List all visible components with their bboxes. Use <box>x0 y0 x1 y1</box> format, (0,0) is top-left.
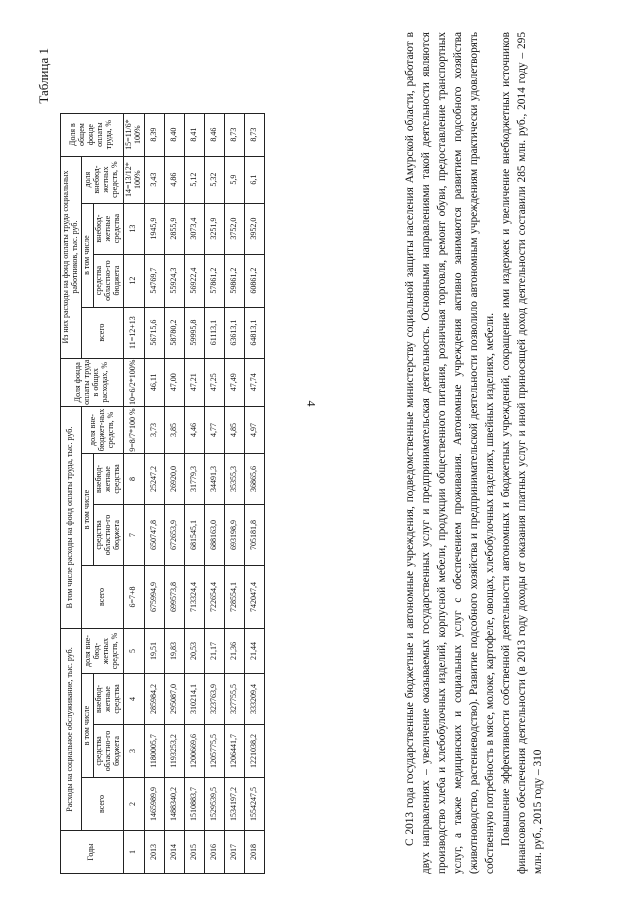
table-cell: 54769,7 <box>144 254 164 307</box>
table-cell: 3952,0 <box>244 203 264 254</box>
table-cell: 6=7+8 <box>123 566 144 629</box>
table-cell: 4,46 <box>184 407 204 454</box>
header-extra-share: доля внебюд-жетных средств, % <box>81 156 123 203</box>
table-row <box>184 113 204 873</box>
paragraph: С 2013 года государственные бюджетные и автономные учреждения, подведомственные министерству социальной защиты населения Амурской области, работают в двух направлениях – увеличение оказываемых государственных услуг и предпринимательская деятельность. Основными направлениями такой деятельности являются производство хлеба и хлебобулочных изделий, корпусной мебели, продукции общественного питания, розничная торговля, ремонт обуви, предоставление транспортных услуг, а также медицинских и социальных услуг с обеспечением проживания. Автономные учреждения активно занимаются развитием подсобного хозяйства (животноводство, растениеводство). Развитие подсобного хозяйства и предпринимательской деятельности позволило автономным учреждениям практически удовлетворять собственную потребность в мясе, молоке, картофеле, овощах, хлебобулочных изделиях, швейных изделиях, мебели. <box>404 32 496 874</box>
header-extra: внебюд-жетные средства <box>93 203 123 254</box>
table-cell: 4,97 <box>244 407 264 454</box>
rotated-page-content <box>30 28 590 888</box>
table-cell: 8,41 <box>184 113 204 156</box>
table-cell: 310214,1 <box>184 674 204 725</box>
table-cell: 47,00 <box>164 358 184 406</box>
table-cell: 705181,8 <box>244 505 264 566</box>
table-cell: 55924,3 <box>164 254 184 307</box>
header-regional: средства областно-го бюджета <box>93 254 123 307</box>
table-cell: 2015 <box>184 831 204 874</box>
table-cell: 1488340,2 <box>164 778 184 831</box>
table-cell: 20,53 <box>184 629 204 674</box>
table-cell: 63613,1 <box>224 307 244 358</box>
header-incl: в том числе <box>81 203 93 307</box>
table-cell: 285984,2 <box>144 674 164 725</box>
table-cell: 1180005,7 <box>144 725 164 778</box>
header-extra: внебюд-жетные средства <box>93 454 123 505</box>
table-cell: 11=12+13 <box>123 307 144 358</box>
table-cell: 713324,4 <box>184 566 204 629</box>
table-cell: 333209,4 <box>244 674 264 725</box>
table-cell: 8,40 <box>164 113 184 156</box>
table-body <box>144 113 264 873</box>
table-cell: 3,85 <box>164 407 184 454</box>
table-row <box>204 113 224 873</box>
table-cell: 60861,2 <box>244 254 264 307</box>
table-cell: 14=13/12* 100% <box>123 156 144 203</box>
table-cell: 59861,2 <box>224 254 244 307</box>
table-cell: 1221038,2 <box>244 725 264 778</box>
table-cell: 1945,9 <box>144 203 164 254</box>
table-cell: 1554247,5 <box>244 778 264 831</box>
header-regional: средства областно-го бюджета <box>93 725 123 778</box>
table-cell: 699573,8 <box>164 566 184 629</box>
table-cell: 681545,1 <box>184 505 204 566</box>
table-cell: 2855,9 <box>164 203 184 254</box>
table-cell: 2016 <box>204 831 224 874</box>
header-social-workers-fund: Из них расходы на фонд оплаты труда социальных работников, тыс. руб. <box>61 156 82 358</box>
table-cell: 675994,9 <box>144 566 164 629</box>
table-caption: Таблица 1 <box>36 48 51 104</box>
table-cell: 8,39 <box>144 113 164 156</box>
header-labor-fund: В том числе расходы на фонд оплаты труда, тыс. руб. <box>61 407 82 629</box>
table-cell: 21,17 <box>204 629 224 674</box>
table-cell: 693198,9 <box>224 505 244 566</box>
table-cell: 57861,2 <box>204 254 224 307</box>
table-cell: 19,51 <box>144 629 164 674</box>
table-cell: 36865,6 <box>244 454 264 505</box>
table-cell: 295087,0 <box>164 674 184 725</box>
table-cell: 3251,9 <box>204 203 224 254</box>
table-cell: 56715,6 <box>144 307 164 358</box>
table-cell: 25247,2 <box>144 454 164 505</box>
table-cell: 26920,0 <box>164 454 184 505</box>
table-cell: 728554,1 <box>224 566 244 629</box>
table-cell: 56922,4 <box>184 254 204 307</box>
table-cell: 688163,0 <box>204 505 224 566</box>
table-cell: 13 <box>123 203 144 254</box>
header-total: всего <box>81 307 123 358</box>
table-cell: 1529539,5 <box>204 778 224 831</box>
table-cell: 61113,1 <box>204 307 224 358</box>
table-cell: 722654,4 <box>204 566 224 629</box>
table-cell: 5,12 <box>184 156 204 203</box>
header-total: всего <box>81 778 123 831</box>
paragraph: Повышение эффективности собственной деятельности автономных и бюджетных учреждений, сокращение ими издержек и увеличение внебюджетных источников финансового обеспечения деятельности (в 2013 году доходы от оказания платных услуг и иной приносящей доход деятельности составили 285 млн. руб., 2014 году – 295 млн. руб., 2015 году – 310 <box>500 32 544 874</box>
table-cell: 5,32 <box>204 156 224 203</box>
table-cell: 58780,2 <box>164 307 184 358</box>
table-cell: 3,73 <box>144 407 164 454</box>
table-cell: 9=8/7*100 % <box>123 407 144 454</box>
table-cell: 4,85 <box>224 407 244 454</box>
table-cell: 3752,0 <box>224 203 244 254</box>
table-cell: 1 <box>123 831 144 874</box>
header-total: всего <box>81 566 123 629</box>
table-cell: 4,77 <box>204 407 224 454</box>
header-incl: в том числе <box>81 454 93 566</box>
column-number-row <box>123 113 144 873</box>
table-cell: 8,46 <box>204 113 224 156</box>
table-cell: 6,1 <box>244 156 264 203</box>
table-cell: 8 <box>123 454 144 505</box>
table-cell: 4 <box>123 674 144 725</box>
table-cell: 2014 <box>164 831 184 874</box>
table-cell: 64813,1 <box>244 307 264 358</box>
table-cell: 650747,8 <box>144 505 164 566</box>
table-cell: 47,74 <box>244 358 264 406</box>
table-cell: 3073,4 <box>184 203 204 254</box>
table-cell: 34491,3 <box>204 454 224 505</box>
table-cell: 1200669,6 <box>184 725 204 778</box>
table-cell: 19,83 <box>164 629 184 674</box>
table-cell: 7 <box>123 505 144 566</box>
table-cell: 8,73 <box>224 113 244 156</box>
table-cell: 3 <box>123 725 144 778</box>
table-cell: 12 <box>123 254 144 307</box>
table-cell: 5 <box>123 629 144 674</box>
header-extra: внебюд-жетные средства <box>93 674 123 725</box>
header-extra-share: доля вне-бюд-жетных средств, % <box>81 629 123 674</box>
header-years: Годы <box>61 831 124 874</box>
table-cell: 2018 <box>244 831 264 874</box>
table-cell: 2013 <box>144 831 164 874</box>
table-row <box>224 113 244 873</box>
table-cell: 15=11/6* 100% <box>123 113 144 156</box>
header-extra-share: доля вне-бюджет-ных средств, % <box>81 407 123 454</box>
header-regional: средства областно-го бюджета <box>93 505 123 566</box>
table-cell: 8,73 <box>244 113 264 156</box>
table-cell: 1205775,5 <box>204 725 224 778</box>
table-cell: 1465989,9 <box>144 778 164 831</box>
table-cell: 742047,4 <box>244 566 264 629</box>
table-cell: 327755,5 <box>224 674 244 725</box>
table-cell: 1193253,2 <box>164 725 184 778</box>
table-cell: 2017 <box>224 831 244 874</box>
header-share-total: Доля в общем фонде оплаты труда, % <box>61 113 124 156</box>
table-cell: 2 <box>123 778 144 831</box>
table-cell: 21,44 <box>244 629 264 674</box>
table-cell: 1534197,2 <box>224 778 244 831</box>
table-cell: 5,9 <box>224 156 244 203</box>
table-cell: 672653,9 <box>164 505 184 566</box>
header-incl: в том числе <box>81 674 93 778</box>
table-cell: 35355,3 <box>224 454 244 505</box>
table-row <box>144 113 164 873</box>
header-labor-share: Доля фонда оплаты труда в общих расходах, % <box>61 358 124 406</box>
table-cell: 47,25 <box>204 358 224 406</box>
table-cell: 47,49 <box>224 358 244 406</box>
table-cell: 3,43 <box>144 156 164 203</box>
table-cell: 4,86 <box>164 156 184 203</box>
table-cell: 1206441,7 <box>224 725 244 778</box>
table-cell: 59995,8 <box>184 307 204 358</box>
table-row <box>164 113 184 873</box>
table-cell: 47,21 <box>184 358 204 406</box>
table-cell: 323763,9 <box>204 674 224 725</box>
header-social-expenses: Расходы на социальное обслуживание, тыс. руб. <box>61 629 82 831</box>
table-cell: 10=6/2*100% <box>123 358 144 406</box>
table-cell: 31779,3 <box>184 454 204 505</box>
page-number: 4 <box>304 400 319 407</box>
body-text <box>402 32 546 874</box>
table-cell: 21,36 <box>224 629 244 674</box>
expenses-table <box>60 113 265 874</box>
table-cell: 1510883,7 <box>184 778 204 831</box>
table-cell: 46,11 <box>144 358 164 406</box>
table-row <box>244 113 264 873</box>
